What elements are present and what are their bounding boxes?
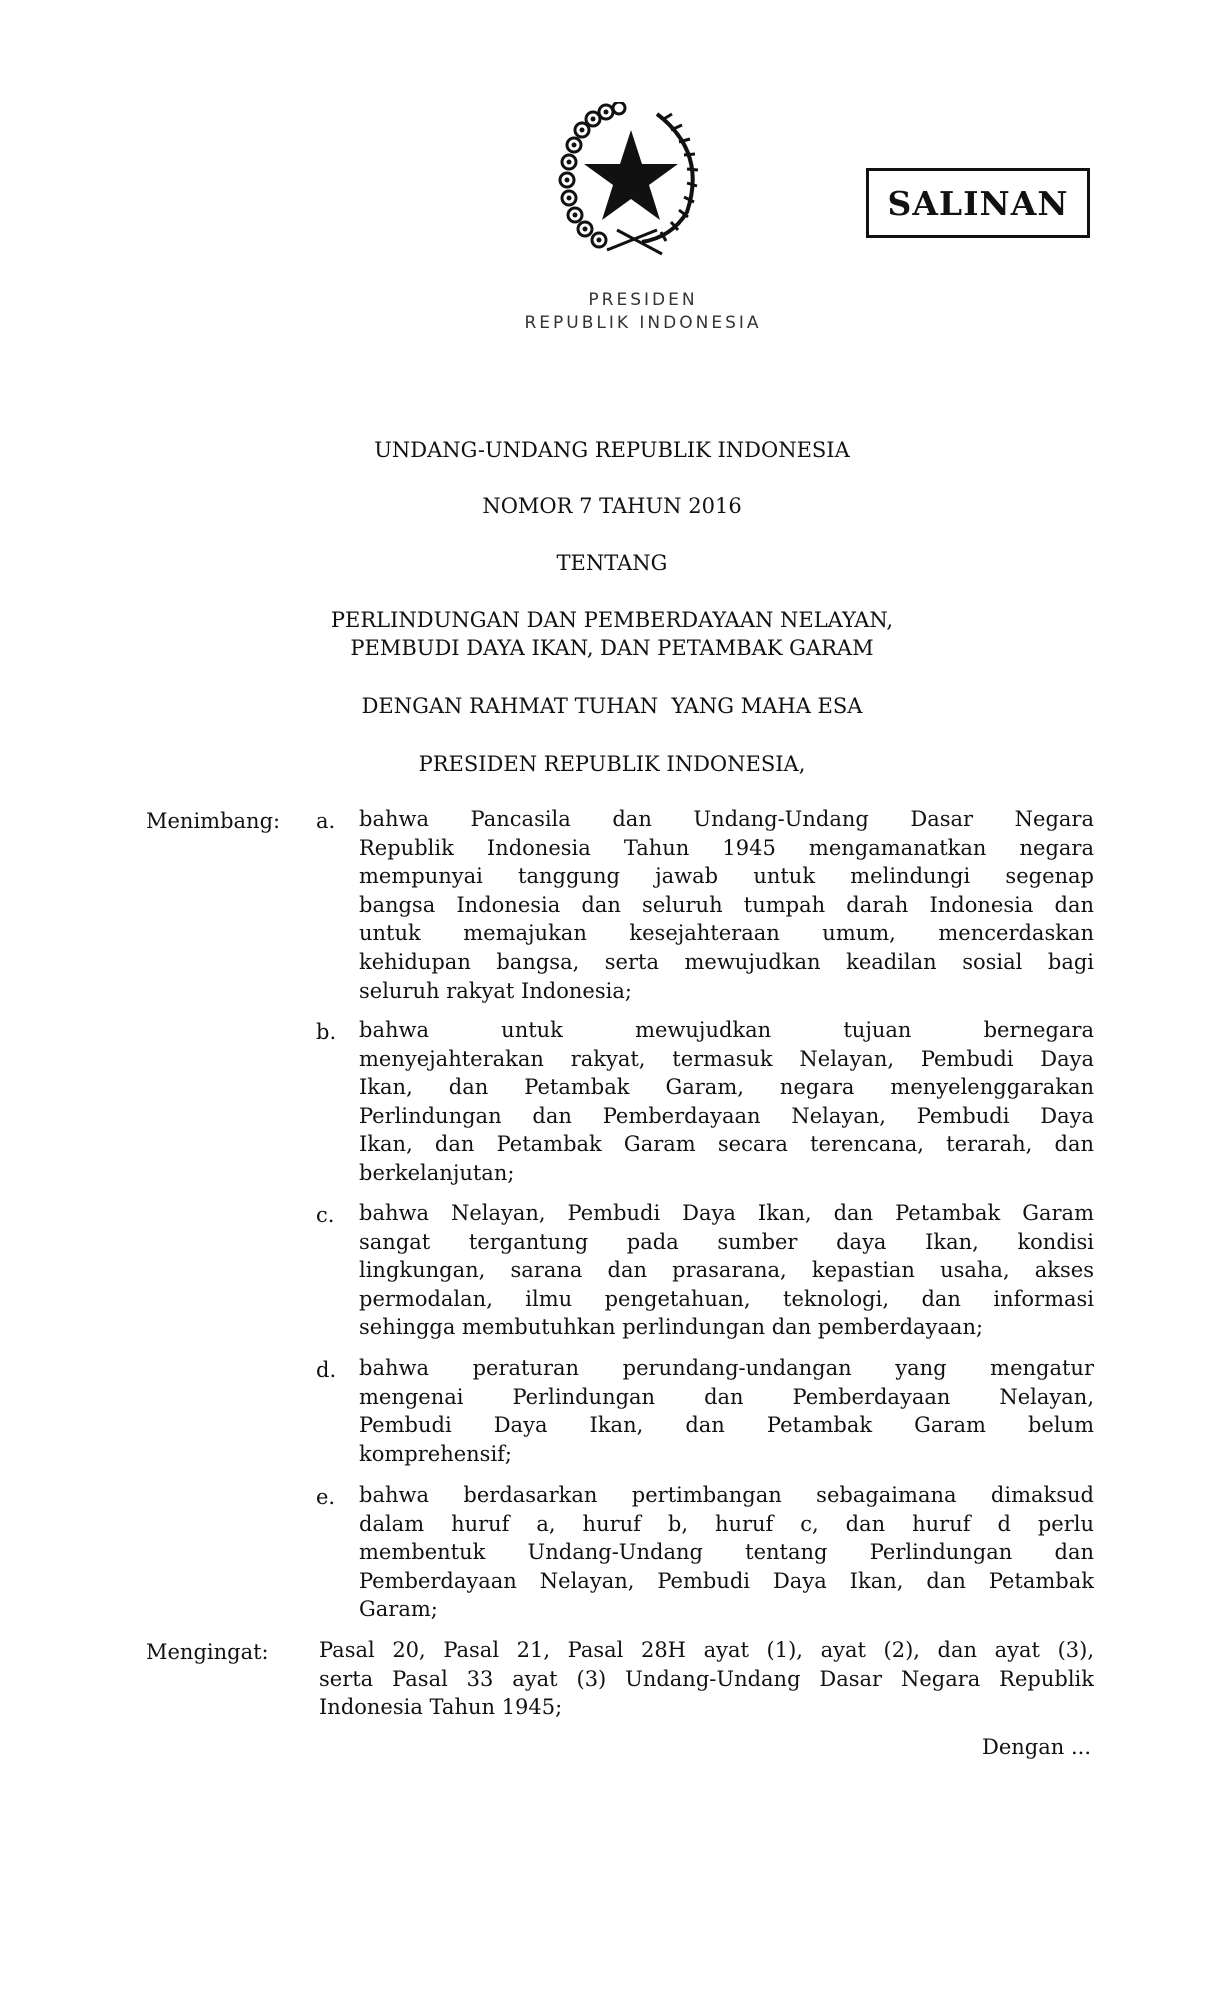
text-line: Indonesia Tahun 1945; bbox=[319, 1695, 563, 1720]
text-line: kehidupan bangsa, serta mewujudkan keadilan sosial bagi bbox=[359, 949, 1094, 974]
menimbang-item bbox=[359, 805, 1094, 1005]
office-line-2: REPUBLIK INDONESIA bbox=[524, 313, 762, 333]
law-title: UNDANG-UNDANG REPUBLIK INDONESIA bbox=[374, 438, 850, 462]
text-line: berkelanjutan; bbox=[359, 1160, 515, 1185]
text-line: Pasal 20, Pasal 21, Pasal 28H ayat (1), ayat (2), dan ayat (3), bbox=[319, 1638, 1094, 1662]
text-line: menyejahterakan rakyat, termasuk Nelayan, Pembudi Daya bbox=[359, 1046, 1094, 1071]
menimbang-item bbox=[359, 1481, 1094, 1624]
text-line: seluruh rakyat Indonesia; bbox=[359, 978, 632, 1003]
invocation: DENGAN RAHMAT TUHAN YANG MAHA ESA bbox=[361, 694, 863, 718]
text-line: lingkungan, sarana dan prasarana, kepastian usaha, akses bbox=[359, 1258, 1094, 1283]
text-line: dalam huruf a, huruf b, huruf c, dan huruf d perlu bbox=[359, 1511, 1094, 1536]
text-line: serta Pasal 33 ayat (3) Undang-Undang Dasar Negara Republik bbox=[319, 1666, 1094, 1691]
item-letter: b. bbox=[316, 1020, 337, 1044]
menimbang-item bbox=[359, 1354, 1094, 1468]
text-line: Garam; bbox=[359, 1597, 438, 1622]
text-line: untuk memajukan kesejahteraan umum, mencerdaskan bbox=[359, 921, 1094, 946]
item-letter: e. bbox=[316, 1485, 336, 1509]
subject-line-2: PEMBUDI DAYA IKAN, DAN PETAMBAK GARAM bbox=[350, 636, 874, 660]
tentang-heading: TENTANG bbox=[556, 551, 668, 575]
text-line: komprehensif; bbox=[359, 1441, 513, 1466]
text-line: permodalan, ilmu pengetahuan, teknologi, dan informasi bbox=[359, 1286, 1094, 1311]
item-letter: d. bbox=[316, 1358, 337, 1382]
item-letter: a. bbox=[316, 809, 336, 833]
text-line: Republik Indonesia Tahun 1945 mengamanatkan negara bbox=[359, 835, 1094, 860]
text-line: membentuk Undang-Undang tentang Perlindungan dan bbox=[359, 1540, 1094, 1565]
text-line: sehingga membutuhkan perlindungan dan pemberdayaan; bbox=[359, 1315, 984, 1340]
president-heading: PRESIDEN REPUBLIK INDONESIA, bbox=[418, 752, 806, 776]
office-line-1: PRESIDEN bbox=[588, 290, 698, 310]
continuation-text: Dengan ... bbox=[982, 1735, 1091, 1759]
subject-line-1: PERLINDUNGAN DAN PEMBERDAYAAN NELAYAN, bbox=[330, 608, 894, 632]
text-line: Pemberdayaan Nelayan, Pembudi Daya Ikan, dan Petambak bbox=[359, 1568, 1094, 1593]
law-number: NOMOR 7 TAHUN 2016 bbox=[482, 494, 742, 518]
mengingat-text bbox=[319, 1636, 1094, 1722]
text-line: bahwa berdasarkan pertimbangan sebagaimana dimaksud bbox=[359, 1483, 1094, 1507]
text-line: Ikan, dan Petambak Garam, negara menyelenggarakan bbox=[359, 1075, 1094, 1100]
text-line: bangsa Indonesia dan seluruh tumpah darah Indonesia dan bbox=[359, 892, 1094, 917]
presidential-emblem-icon bbox=[547, 102, 715, 257]
text-line: bahwa Pancasila dan Undang-Undang Dasar Negara bbox=[359, 807, 1094, 831]
text-line: mempunyai tanggung jawab untuk melindungi segenap bbox=[359, 864, 1094, 889]
menimbang-item bbox=[359, 1199, 1094, 1342]
menimbang-label: Menimbang: bbox=[146, 809, 281, 833]
item-letter: c. bbox=[316, 1203, 335, 1227]
text-line: Ikan, dan Petambak Garam secara terencana, terarah, dan bbox=[359, 1132, 1094, 1157]
text-line: sangat tergantung pada sumber daya Ikan, kondisi bbox=[359, 1229, 1094, 1254]
text-line: Pembudi Daya Ikan, dan Petambak Garam belum bbox=[359, 1413, 1094, 1438]
mengingat-label: Mengingat: bbox=[146, 1640, 269, 1664]
text-line: bahwa Nelayan, Pembudi Daya Ikan, dan Petambak Garam bbox=[359, 1201, 1094, 1225]
salinan-stamp: SALINAN bbox=[866, 168, 1090, 238]
text-line: mengenai Perlindungan dan Pemberdayaan Nelayan, bbox=[359, 1384, 1094, 1409]
menimbang-item bbox=[359, 1016, 1094, 1188]
text-line: bahwa peraturan perundang-undangan yang mengatur bbox=[359, 1356, 1094, 1380]
text-line: Perlindungan dan Pemberdayaan Nelayan, Pembudi Daya bbox=[359, 1103, 1094, 1128]
text-line: bahwa untuk mewujudkan tujuan bernegara bbox=[359, 1018, 1094, 1042]
